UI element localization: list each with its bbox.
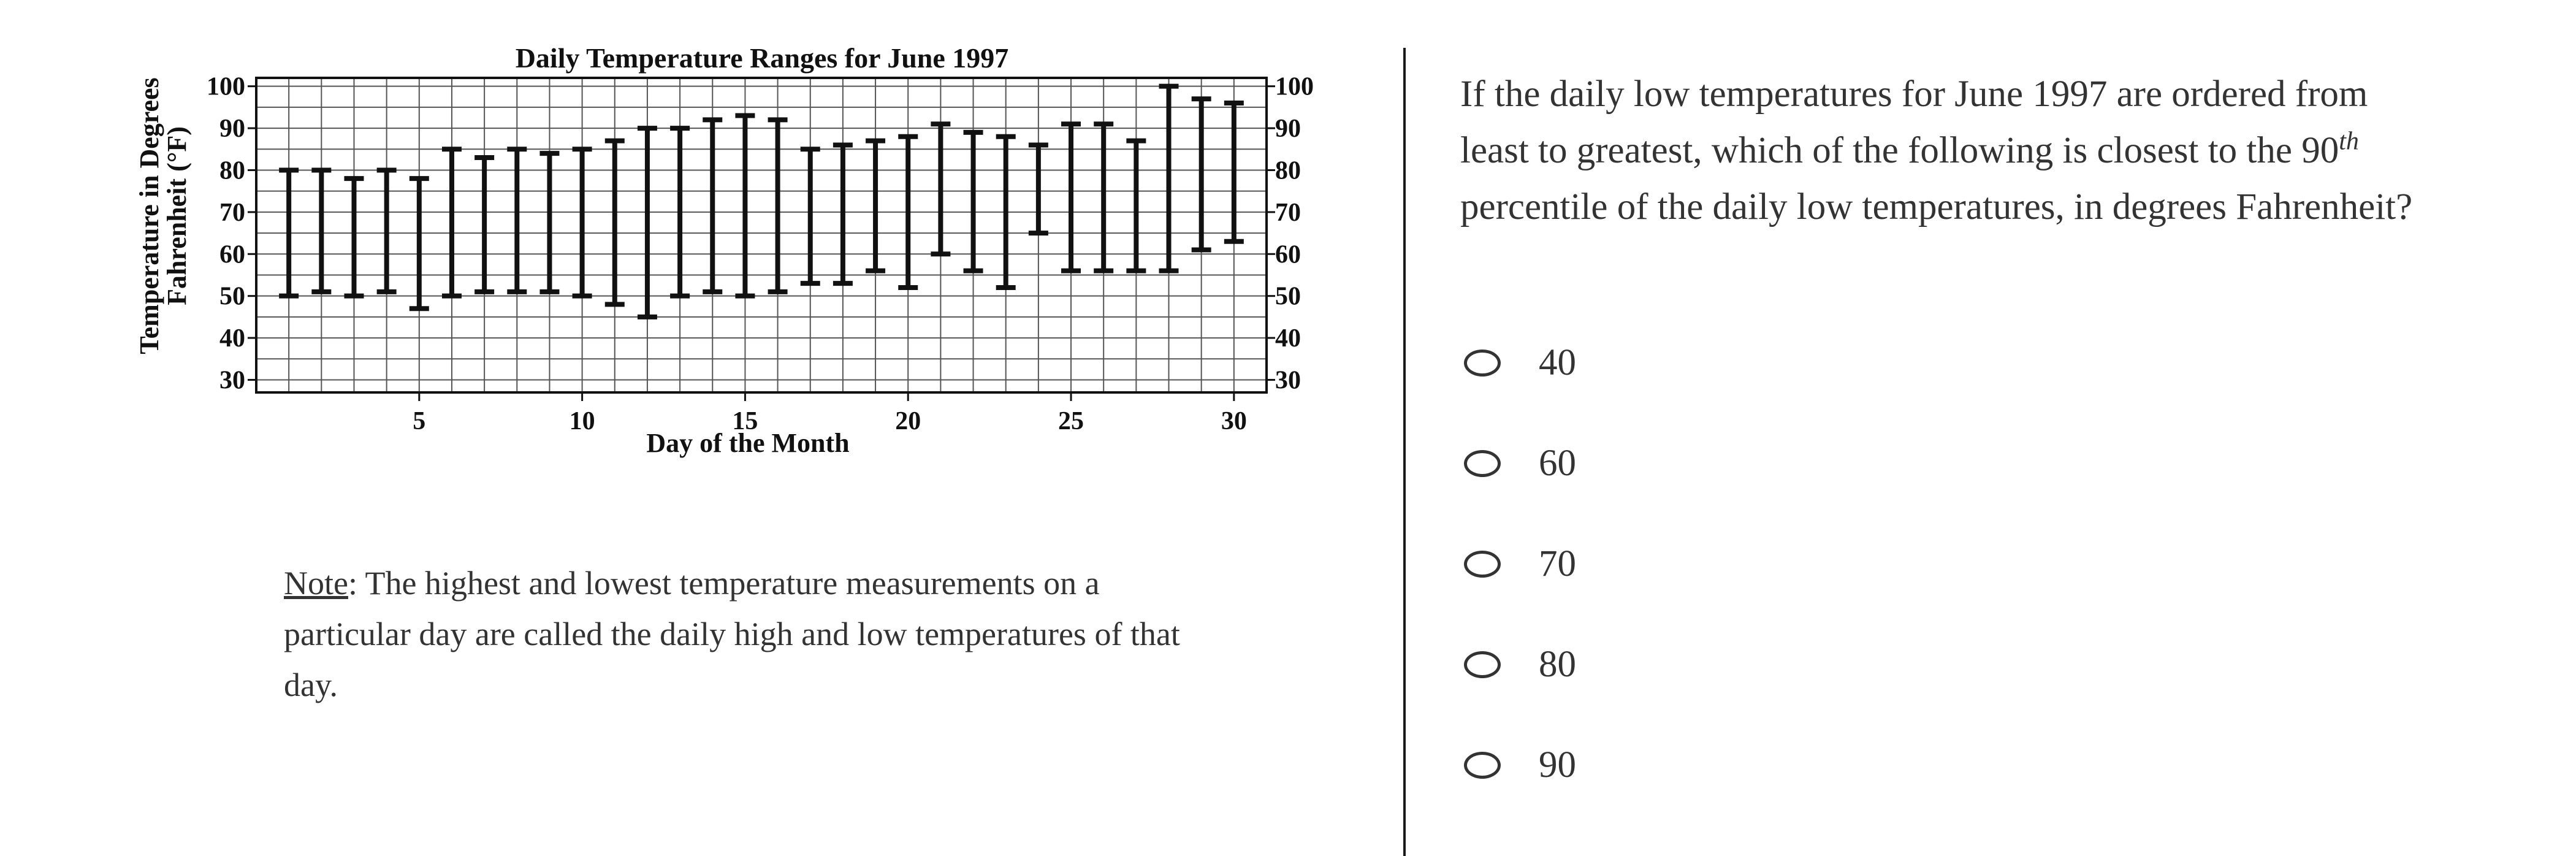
y-tick-label-left: 50 <box>219 282 245 311</box>
y-tick-label-left: 60 <box>219 240 245 269</box>
radio-button-icon[interactable] <box>1464 651 1501 678</box>
radio-button-icon[interactable] <box>1464 551 1501 578</box>
y-tick-label-right: 40 <box>1275 324 1301 353</box>
y-tick-label-right: 50 <box>1275 282 1301 311</box>
question-stem: If the daily low temperatures for June 1997 are ordered from least to greatest, which of the following is closest to the 90 <box>1460 74 2368 171</box>
x-tick-label: 5 <box>413 407 426 435</box>
answer-option-60[interactable] <box>1463 433 1576 494</box>
range-bars <box>279 86 1244 317</box>
answer-option-90[interactable] <box>1463 735 1576 796</box>
note-label: Note <box>284 565 348 602</box>
x-tick-label: 25 <box>1058 407 1084 435</box>
y-tick-label-left: 40 <box>219 324 245 353</box>
option-label: 40 <box>1539 342 1576 383</box>
y-axis-label-line-1: Temperature in Degrees <box>134 77 164 354</box>
option-label: 90 <box>1539 744 1576 785</box>
y-tick-label-right: 80 <box>1275 156 1301 185</box>
y-tick-label-right: 100 <box>1275 72 1314 101</box>
option-label: 80 <box>1539 644 1576 685</box>
y-tick-label-left: 100 <box>207 72 245 101</box>
y-tick-label-right: 90 <box>1275 115 1301 143</box>
plot-frame <box>256 78 1267 392</box>
chart-grid <box>256 78 1267 392</box>
answer-option-70[interactable] <box>1463 533 1576 595</box>
radio-button-icon[interactable] <box>1464 450 1501 477</box>
x-axis-label: Day of the Month <box>646 428 850 458</box>
x-tick-label: 20 <box>895 407 921 435</box>
radio-button-icon[interactable] <box>1464 752 1501 779</box>
y-tick-label-right: 60 <box>1275 240 1301 269</box>
answer-options <box>1463 332 1576 835</box>
y-tick-label-left: 90 <box>219 115 245 143</box>
chart-title: Daily Temperature Ranges for June 1997 <box>515 42 1009 74</box>
option-label: 70 <box>1539 543 1576 584</box>
question-text <box>1460 66 2441 235</box>
x-tick-label: 15 <box>732 407 758 435</box>
note-text: : The highest and lowest temperature measurements on a particular day are called the daily high and low temperatures of that day. <box>284 565 1180 703</box>
question-stem-end: percentile of the daily low temperatures, in degrees Fahrenheit? <box>1460 186 2413 227</box>
panel-divider <box>1403 48 1406 856</box>
y-tick-label-right: 30 <box>1275 366 1301 395</box>
answer-option-40[interactable] <box>1463 332 1576 394</box>
radio-button-icon[interactable] <box>1464 350 1501 376</box>
y-tick-label-left: 80 <box>219 156 245 185</box>
x-tick-label: 10 <box>569 407 595 435</box>
chart-note <box>284 558 1216 711</box>
ordinal-superscript: th <box>2339 127 2359 156</box>
option-label: 60 <box>1539 443 1576 484</box>
y-tick-label-right: 70 <box>1275 198 1301 227</box>
temperature-range-chart <box>0 0 1349 491</box>
x-tick-label: 30 <box>1221 407 1247 435</box>
y-tick-label-left: 30 <box>219 366 245 395</box>
answer-option-80[interactable] <box>1463 634 1576 695</box>
y-tick-label-left: 70 <box>219 198 245 227</box>
y-axis-label-line-2: Fahrenheit (°F) <box>162 126 192 305</box>
